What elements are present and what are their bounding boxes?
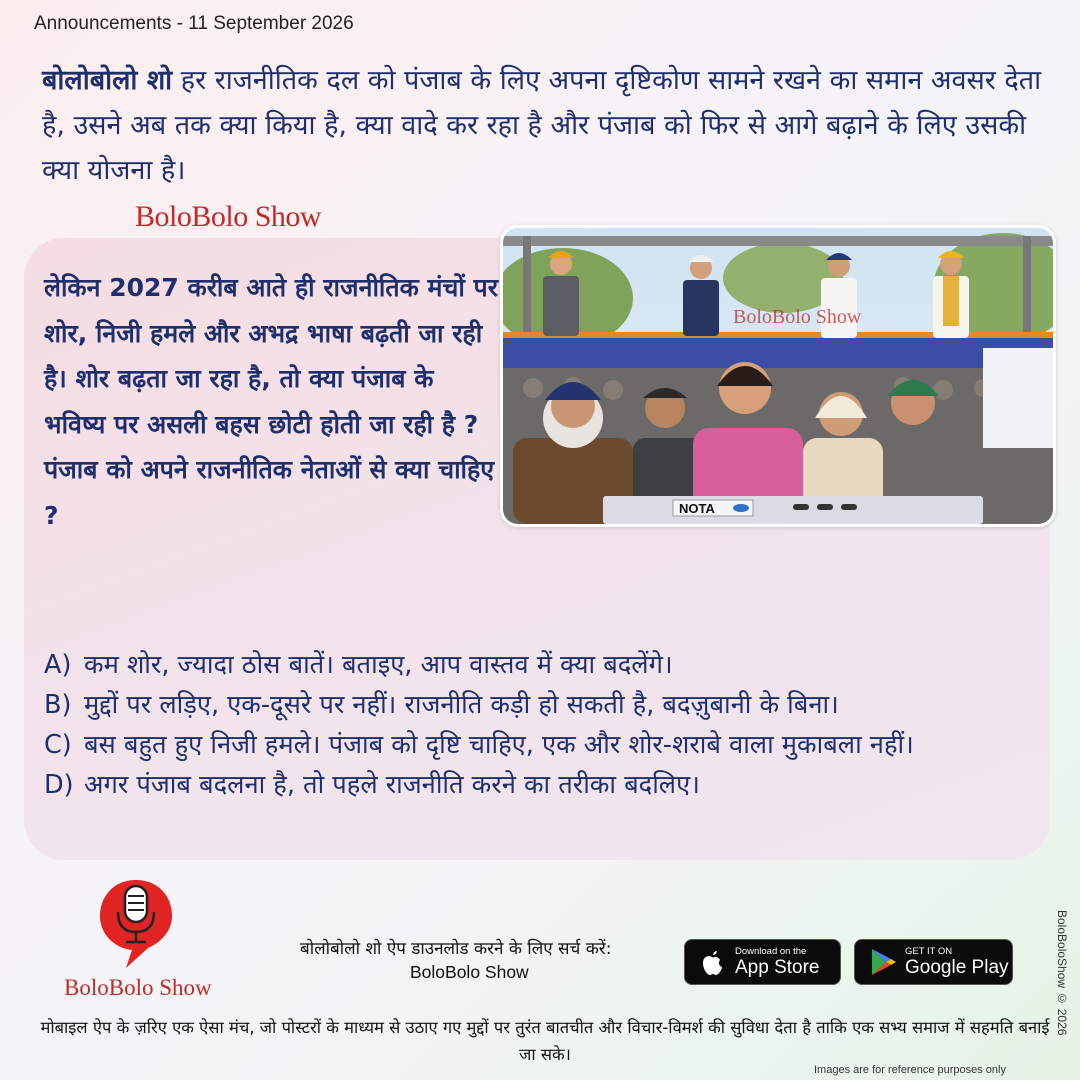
app-store-button[interactable] (684, 939, 841, 985)
photo-watermark: BoloBolo Show (733, 306, 862, 328)
app-store-label: App Store (735, 956, 820, 978)
option-letter: D) (44, 770, 74, 800)
option-c[interactable] (44, 726, 1044, 764)
option-letter: B) (44, 690, 72, 720)
question-text: लेकिन 2027 करीब आते ही राजनीतिक मंचों पर शोर, निजी हमले और अभद्र भाषा बढ़ती जा रही है। शोर बढ़ता जा रहा है, तो क्या पंजाब के भविष्य पर असली बहस छोटी होती जा रही है ? (44, 273, 498, 439)
options-list (44, 646, 1044, 806)
rally-illustration (503, 228, 1053, 524)
question-text-2: पंजाब को अपने राजनीतिक नेताओं से क्या चाहिए ? (44, 455, 495, 530)
intro-text: हर राजनीतिक दल को पंजाब के लिए अपना दृष्टिकोण सामने रखने का समान अवसर देता है, उसने अब तक क्या किया है, क्या वादे कर रहा है और पंजाब को फिर से आगे बढ़ाने के लिए उसकी क्या योजना है। (42, 65, 1042, 186)
announcement-date: Announcements - 11 September 2026 (34, 13, 354, 34)
option-text: मुद्दों पर लड़िए, एक-दूसरे पर नहीं। राजनीति कड़ी हो सकती है, बदज़ुबानी के बिना। (84, 690, 839, 720)
app-search-name: BoloBolo Show (410, 962, 529, 982)
rally-photo (500, 225, 1056, 527)
copyright-notice: BoloBoloShow © 2026 (1055, 910, 1069, 1036)
google-play-small-label: GET IT ON (905, 945, 953, 957)
microphone-logo-icon (96, 876, 176, 971)
option-letter: A) (44, 650, 72, 680)
image-disclaimer: Images are for reference purposes only (814, 1064, 1006, 1076)
intro-paragraph (42, 58, 1052, 193)
logo-wordmark: BoloBolo Show (64, 975, 212, 1000)
apple-icon (695, 945, 729, 979)
google-play-label: Google Play (905, 956, 1009, 978)
google-play-icon (865, 945, 899, 979)
intro-brand: बोलोबोलो शो (42, 65, 173, 96)
option-d[interactable] (44, 766, 1044, 804)
option-text: अगर पंजाब बदलना है, तो पहले राजनीति करने का तरीका बदलिए। (84, 770, 700, 800)
option-a[interactable] (44, 646, 1044, 684)
option-b[interactable] (44, 686, 1044, 724)
option-letter: C) (44, 730, 72, 760)
question-block (44, 265, 499, 538)
google-play-button[interactable] (854, 939, 1013, 985)
option-text: कम शोर, ज्यादा ठोस बातें। बताइए, आप वास्तव में क्या बदलेंगे। (84, 650, 673, 680)
download-instruction: बोलोबोलो शो ऐप डाउनलोड करने के लिए सर्च करें: (300, 939, 612, 959)
option-text: बस बहुत हुए निजी हमले। पंजाब को दृष्टि चाहिए, एक और शोर-शराबे वाला मुकाबला नहीं। (84, 730, 914, 760)
app-store-small-label: Download on the (735, 945, 807, 957)
brand-wordmark: BoloBolo Show (135, 200, 322, 233)
footer-tagline: मोबाइल ऐप के ज़रिए एक ऐसा मंच, जो पोस्टरों के माध्यम से उठाए गए मुद्दों पर तुरंत बातचीत और विचार-विमर्श की सुविधा देता है ताकि एक सभ्य समाज में सहमति बनाई जा सके। (40, 1018, 1050, 1064)
nota-label: NOTA (679, 501, 715, 516)
